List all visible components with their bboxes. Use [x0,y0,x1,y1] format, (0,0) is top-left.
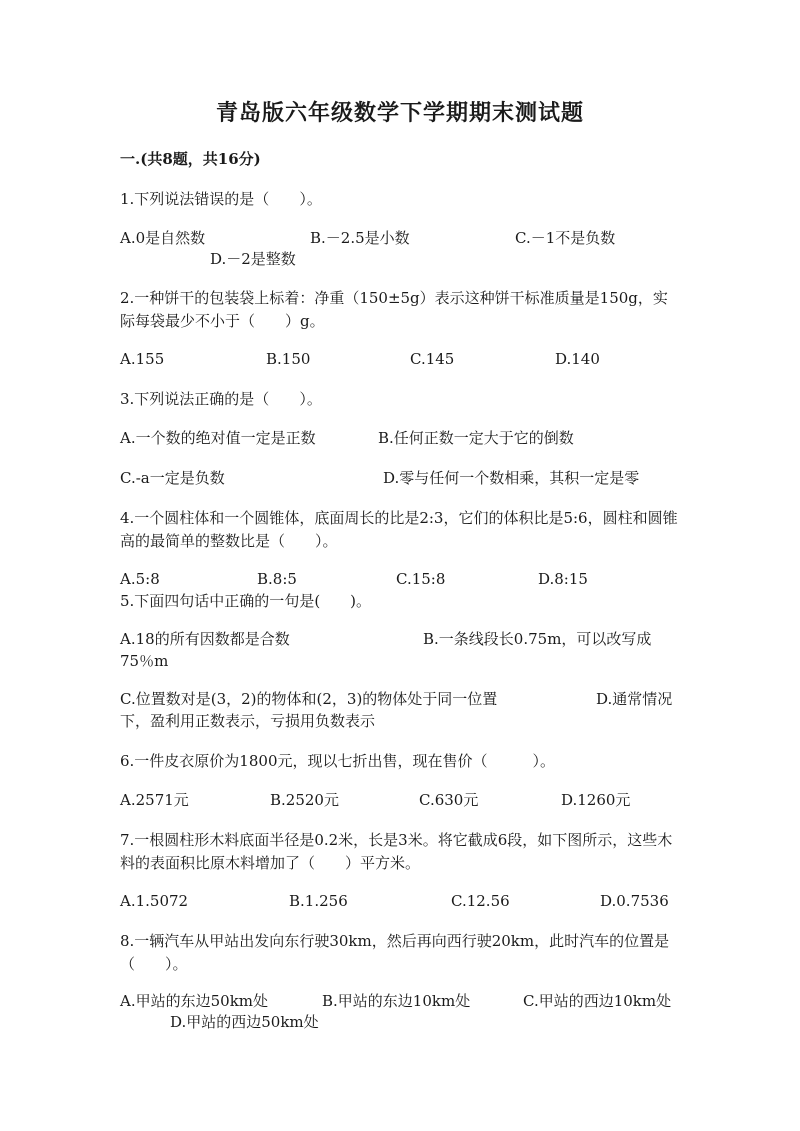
question-4-stem: 4.一个圆柱体和一个圆锥体，底面周长的比是2:3，它们的体积比是5:6，圆柱和圆锥高的最简单的整数比是（ ）。 [120,509,678,550]
q2-option-c: C.145 [410,350,455,368]
q1-option-b: B.－2.5是小数 [310,229,410,247]
question-2-stem: 2.一种饼干的包装袋上标着：净重（150±5g）表示这种饼干标准质量是150g，实际每袋最少不小于（ ）g。 [120,289,668,330]
q3-option-d: D.零与任何一个数相乘，其积一定是零 [383,469,640,487]
q2-option-d: D.140 [555,350,600,368]
q6-option-d: D.1260元 [561,791,631,809]
section-heading: 一.(共8题，共16分) [120,150,261,168]
q5-option-b-cont: 75％m [120,652,169,670]
question-5-stem: 5.下面四句话中正确的一句是( )。 [120,592,372,610]
q3-option-a: A.一个数的绝对值一定是正数 [120,429,316,447]
q1-option-a: A.0是自然数 [120,229,206,247]
question-3-stem: 3.下列说法正确的是（ ）。 [120,390,322,408]
q5-option-b: B.一条线段长0.75m，可以改写成 [423,630,652,648]
q7-option-c: C.12.56 [451,892,510,910]
q3-option-c: C.-a一定是负数 [120,469,225,487]
q4-option-b: B.8:5 [257,570,297,588]
q7-option-a: A.1.5072 [120,892,189,910]
q5-option-d: D.通常情况 [596,690,673,708]
q8-option-c: C.甲站的西边10km处 [523,992,672,1010]
q8-option-a: A.甲站的东边50km处 [120,992,269,1010]
question-6-stem: 6.一件皮衣原价为1800元，现以七折出售，现在售价（ ）。 [120,752,555,770]
q1-option-c: C.－1不是负数 [515,229,616,247]
q3-option-b: B.任何正数一定大于它的倒数 [378,429,574,447]
q7-option-b: B.1.256 [289,892,348,910]
q8-option-b: B.甲站的东边10km处 [322,992,471,1010]
q1-option-d: D.－2是整数 [210,250,296,268]
q6-option-a: A.2571元 [120,791,189,809]
q6-option-c: C.630元 [419,791,479,809]
question-8-stem: 8.一辆汽车从甲站出发向东行驶30km，然后再向西行驶20km，此时汽车的位置是（ ）。 [120,932,670,973]
q2-option-b: B.150 [266,350,311,368]
question-1-stem: 1.下列说法错误的是（ ）。 [120,190,322,208]
q5-option-a: A.18的所有因数都是合数 [120,630,290,648]
q8-option-d: D.甲站的西边50km处 [170,1013,319,1031]
page-title: 青岛版六年级数学下学期期末测试题 [215,100,584,126]
q5-option-c: C.位置数对是(3，2)的物体和(2，3)的物体处于同一位置 [120,690,498,708]
q7-option-d: D.0.7536 [600,892,669,910]
q4-option-a: A.5:8 [120,570,160,588]
q2-option-a: A.155 [120,350,165,368]
q4-option-c: C.15:8 [396,570,446,588]
question-7-stem: 7.一根圆柱形木料底面半径是0.2米，长是3米。将它截成6段，如下图所示，这些木料的表面积比原木料增加了（ ）平方米。 [120,831,673,872]
q5-option-d-cont: 下，盈利用正数表示，亏损用负数表示 [120,712,376,730]
q6-option-b: B.2520元 [270,791,339,809]
q4-option-d: D.8:15 [538,570,588,588]
